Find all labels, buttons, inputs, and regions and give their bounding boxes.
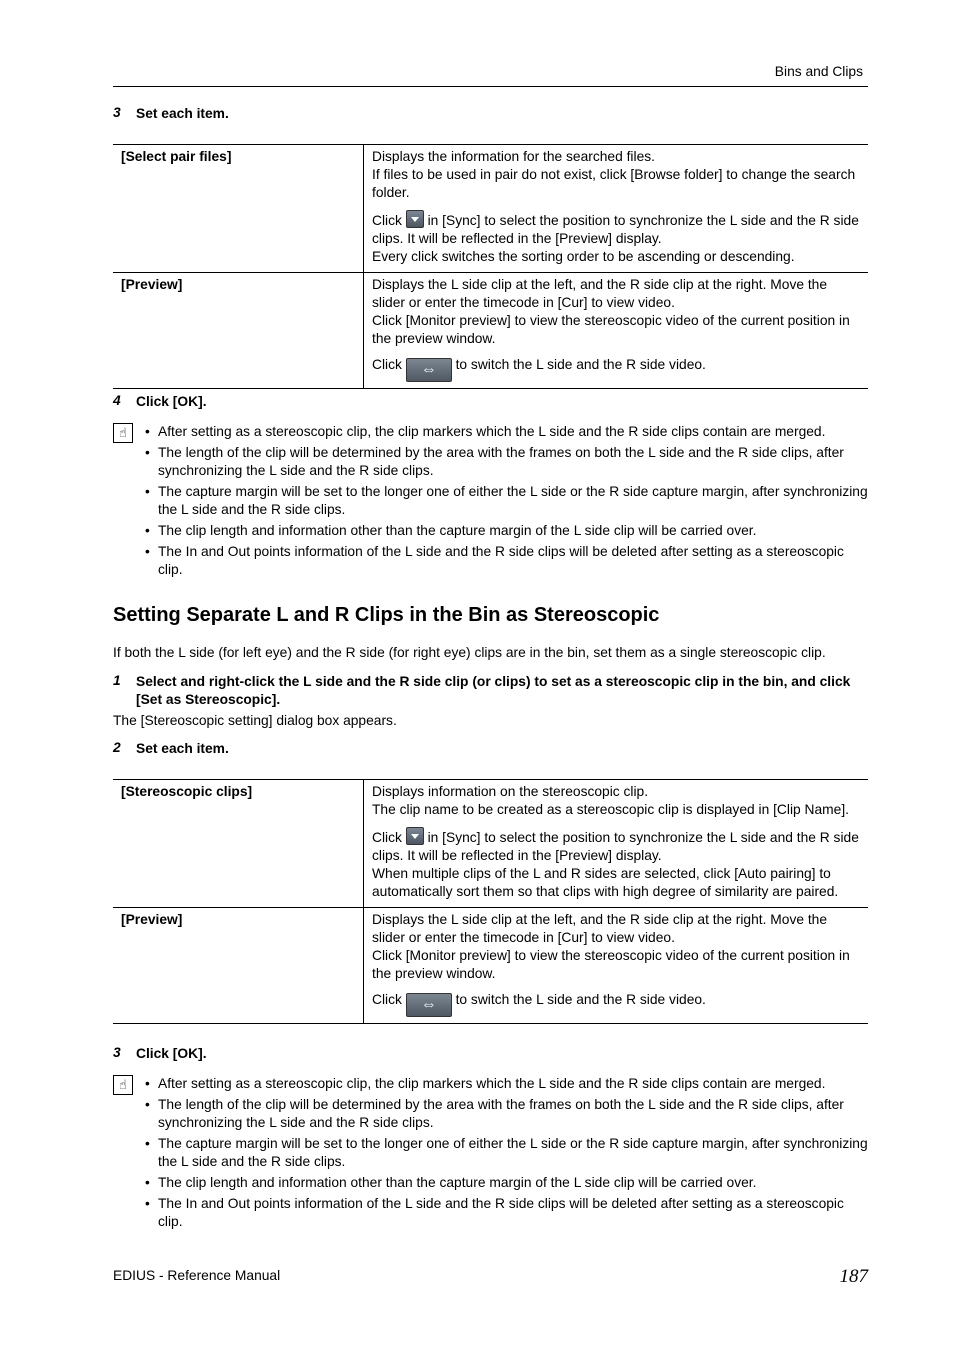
header-rule (113, 86, 868, 87)
table-row (113, 780, 868, 908)
dropdown-arrow-icon (406, 210, 424, 228)
step-2: 2 Set each item. (113, 740, 229, 756)
step-4: 4 Click [OK]. (113, 393, 207, 409)
swap-lr-icon: ⇔ (406, 358, 452, 382)
list-item: • The clip length and information other than the capture margin of the L side clip will be carried over. (145, 522, 870, 540)
list-item: • The In and Out points information of the L side and the R side clips will be deleted after setting as a stereoscopic clip. (145, 543, 870, 579)
running-header: Bins and Clips (774, 64, 863, 79)
settings-table-pair-files (113, 144, 868, 389)
footer-manual-name: EDIUS - Reference Manual (113, 1268, 281, 1283)
step-3-ok: 3 Click [OK]. (113, 1045, 207, 1061)
step-1-result: The [Stereoscopic setting] dialog box appears. (113, 713, 397, 728)
row-key: [Preview] (113, 273, 364, 389)
list-item: • After setting as a stereoscopic clip, the clip markers which the L side and the R side clips contain are merged. (145, 423, 870, 441)
table-row (113, 908, 868, 1024)
table-row (113, 145, 868, 273)
section-intro: If both the L side (for left eye) and the R side (for right eye) clips are in the bin, set them as a single stereoscopic clip. (113, 645, 826, 660)
list-item: • The clip length and information other than the capture margin of the L side clip will be carried over. (145, 1174, 870, 1192)
list-item: • The length of the clip will be determined by the area with the frames on both the L side and the R side clips, after synchronizing the L side and the R side clips. (145, 444, 870, 480)
list-item: • The capture margin will be set to the longer one of either the L side or the R side capture margin, after synchronizing the L side and the R side clips. (145, 1135, 870, 1171)
note-hand-icon: ☝ (113, 423, 133, 443)
section-title: Setting Separate L and R Clips in the Bin as Stereoscopic (113, 604, 660, 626)
row-description: Displays the L side clip at the left, and the R side clip at the right. Move the slider or enter the timecode in [Cur] to view video. Click [Monitor preview] to view the stereoscopic video of the current position in the preview window. Click ⇔ to switch the L side and the R side video. (364, 908, 869, 1024)
step-1: 1 Select and right-click the L side and the R side clip (or clips) to set as a stereoscopic clip in the bin, and click [Set as Stereoscopic]. (113, 673, 851, 707)
list-item: • The length of the clip will be determined by the area with the frames on both the L side and the R side clips, after synchronizing the L side and the R side clips. (145, 1096, 870, 1132)
row-description: Displays the information for the searched files. If files to be used in pair do not exist, click [Browse folder] to change the search folder. Click in [Sync] to select the position to synchronize the L side and the R side clips. It will be reflected in the [Preview] display. Every click switches the sorting order to be ascending or descending. (364, 145, 869, 273)
dropdown-arrow-icon (406, 827, 424, 845)
settings-table-stereoscopic (113, 779, 868, 1024)
row-key: [Stereoscopic clips] (113, 780, 364, 908)
list-item: • After setting as a stereoscopic clip, the clip markers which the L side and the R side clips contain are merged. (145, 1075, 870, 1093)
row-key: [Select pair files] (113, 145, 364, 273)
note-list (145, 423, 870, 582)
row-description: Displays information on the stereoscopic clip. The clip name to be created as a stereoscopic clip is displayed in [Clip Name]. Click in [Sync] to select the position to synchronize the L side and the R side clips. It will be reflected in the [Preview] display. When multiple clips of the L and R sides are selected, click [Auto pairing] to automatically sort them so that clips with high degree of similarity are paired. (364, 780, 869, 908)
note-list (145, 1075, 870, 1234)
step-3: 3 Set each item. (113, 105, 229, 121)
row-key: [Preview] (113, 908, 364, 1024)
row-description: Displays the L side clip at the left, and the R side clip at the right. Move the slider or enter the timecode in [Cur] to view video. Click [Monitor preview] to view the stereoscopic video of the current position in the preview window. Click ⇔ to switch the L side and the R side video. (364, 273, 869, 389)
list-item: • The capture margin will be set to the longer one of either the L side or the R side capture margin, after synchronizing the L side and the R side clips. (145, 483, 870, 519)
swap-lr-icon: ⇔ (406, 993, 452, 1017)
table-row (113, 273, 868, 389)
page-number: 187 (839, 1266, 868, 1287)
note-hand-icon: ☝ (113, 1075, 133, 1095)
list-item: • The In and Out points information of the L side and the R side clips will be deleted after setting as a stereoscopic clip. (145, 1195, 870, 1231)
